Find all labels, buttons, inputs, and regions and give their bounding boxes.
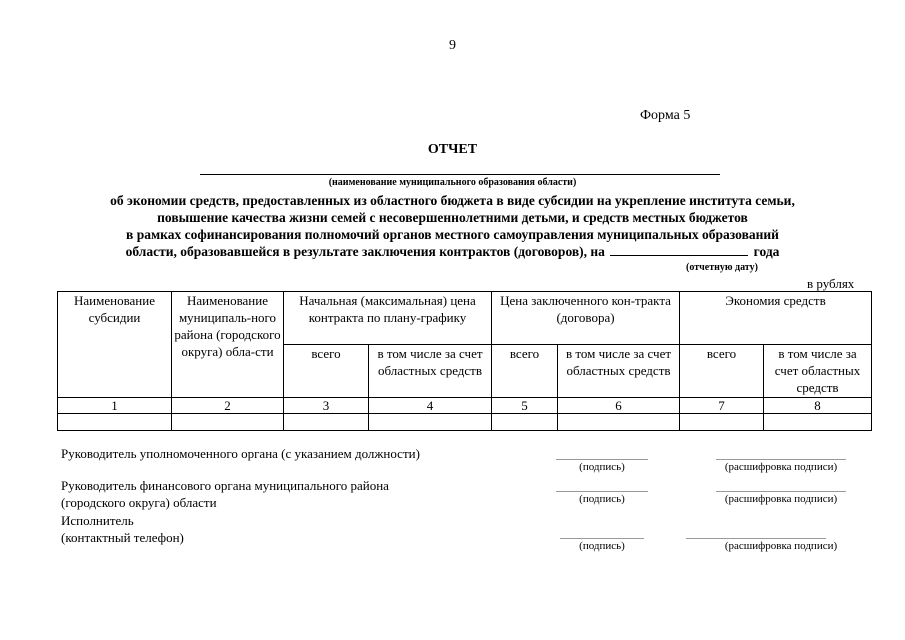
table-cell [558,414,680,431]
column-number: 1 [58,398,172,414]
header-municipality-name: Наименование муниципаль-ного района (городского округа) обла-сти [172,292,284,398]
description-line-3: в рамках софинансирования полномочий органов местного самоуправления муниципальных образований [126,227,779,242]
signature-line [556,459,648,460]
header-contract-price: Цена заключенного кон-тракта (договора) [492,292,680,345]
units-label: в рублях [807,276,855,291]
head-finance-label-line-1: Руководитель финансового органа муниципального района [61,478,389,493]
report-title: ОТЧЕТ [427,142,478,157]
signature-decoding-line [716,491,846,492]
description-line-2: повышение качества жизни семей с несовершеннолетними детьми, и средств местных бюджетов [157,210,748,225]
column-number: 6 [558,398,680,414]
column-number-row [58,398,872,414]
header-savings: Экономия средств [680,292,872,345]
form-label: Форма 5 [640,108,691,123]
column-number: 8 [764,398,872,414]
report-table [57,291,872,431]
signature-decoding-caption: (расшифровка подписи) [724,540,838,552]
signature-decoding-line [716,459,846,460]
column-number: 3 [284,398,369,414]
description-line-4 [0,243,905,260]
municipality-name-line [200,174,720,175]
subheader-total: всего [492,345,558,398]
head-authorized-label: Руководитель уполномоченного органа (с указанием должности) [61,446,420,461]
column-number: 2 [172,398,284,414]
table-cell [680,414,764,431]
report-date-blank [610,243,748,256]
subheader-regional: в том числе за счет областных средств [369,345,492,398]
table-cell [492,414,558,431]
header-subsidy-name: Наименование субсидии [58,292,172,398]
table-cell [284,414,369,431]
signature-line [556,491,648,492]
table-cell [369,414,492,431]
table-header-row [58,292,872,345]
table-cell [764,414,872,431]
subheader-total: всего [680,345,764,398]
signature-decoding-caption: (расшифровка подписи) [724,461,838,473]
subheader-regional: в том числе за счет областных средств [764,345,872,398]
table-row [58,414,872,431]
column-number: 7 [680,398,764,414]
column-number: 5 [492,398,558,414]
description-line-1: об экономии средств, предоставленных из областного бюджета в виде субсидии на укрепление института семьи, [110,193,795,208]
signature-line [560,538,644,539]
description-line-4-end: года [753,244,780,259]
description-line-4-start: области, образовавшейся в результате заключения контрактов (договоров), на [125,244,605,259]
header-initial-price: Начальная (максимальная) цена контракта по плану-графику [284,292,492,345]
executor-label: Исполнитель [61,513,134,528]
date-caption: (отчетную дату) [686,262,758,273]
signature-caption: (подпись) [579,493,625,505]
signature-caption: (подпись) [579,461,625,473]
column-number: 4 [369,398,492,414]
municipality-caption: (наименование муниципального образования области) [328,177,577,188]
signature-decoding-line [686,538,826,539]
page-number: 9 [449,38,456,53]
signature-decoding-caption: (расшифровка подписи) [724,493,838,505]
signature-caption: (подпись) [579,540,625,552]
subheader-total: всего [284,345,369,398]
subheader-regional: в том числе за счет областных средств [558,345,680,398]
table-cell [172,414,284,431]
table-cell [58,414,172,431]
contact-phone-label: (контактный телефон) [61,530,184,545]
head-finance-label-line-2: (городского округа) области [61,495,217,510]
